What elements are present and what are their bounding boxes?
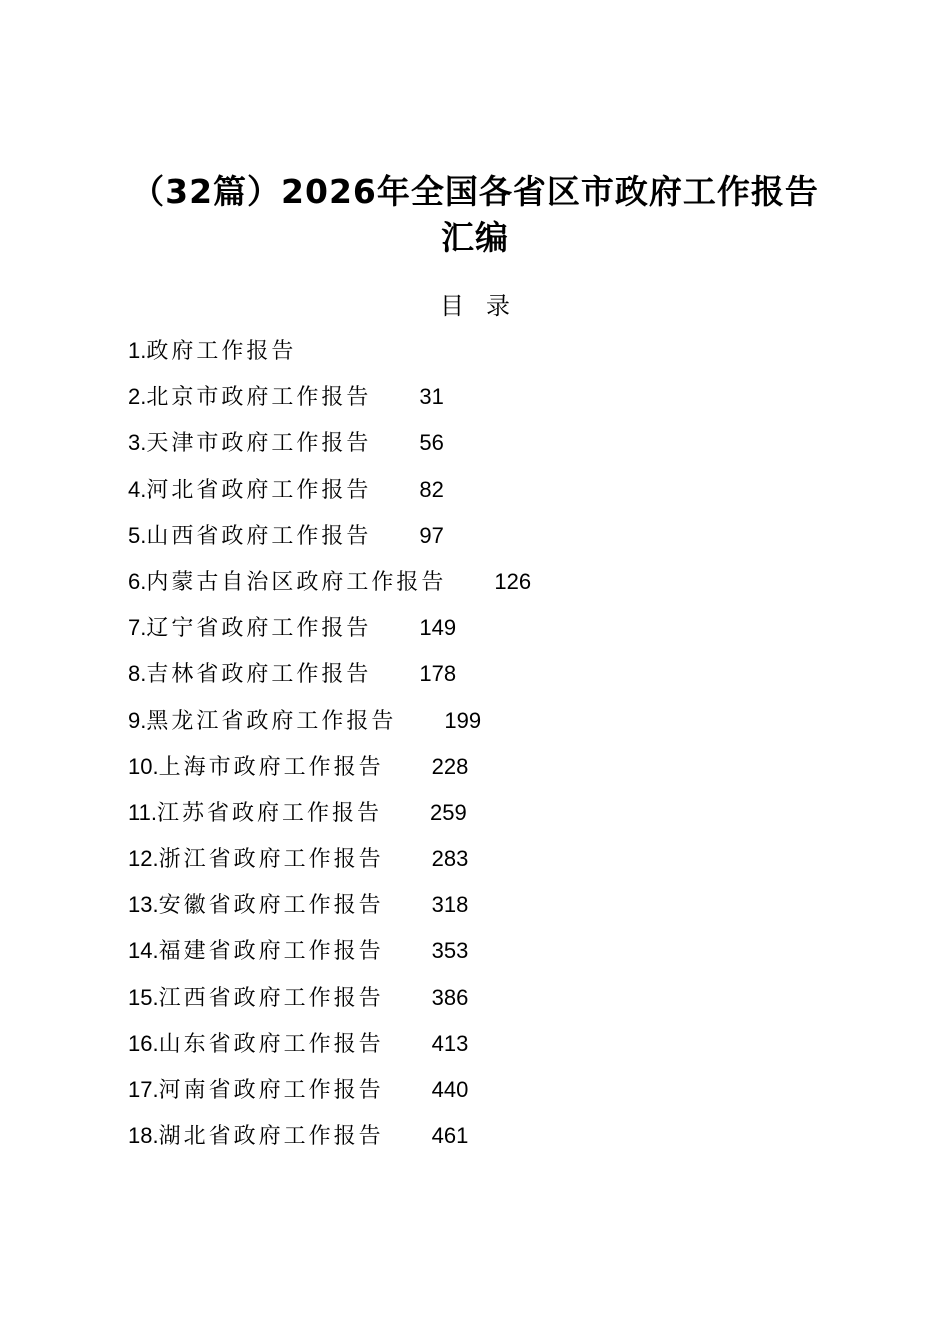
toc-item-number: 16. — [128, 1030, 159, 1056]
toc-item[interactable] — [128, 790, 531, 836]
toc-item-page: 199 — [444, 707, 482, 733]
toc-item[interactable] — [128, 698, 531, 744]
table-of-contents — [128, 328, 531, 1159]
toc-item-title: 安徽省政府工作报告 — [158, 893, 384, 919]
document-title: （32篇）2026年全国各省区市政府工作报告 — [131, 172, 819, 211]
toc-item-title: 辽宁省政府工作报告 — [146, 616, 372, 642]
toc-item-number: 14. — [128, 938, 159, 964]
toc-item[interactable] — [128, 928, 531, 974]
toc-item-title: 上海市政府工作报告 — [158, 754, 384, 780]
toc-item[interactable] — [128, 882, 531, 928]
toc-item[interactable] — [128, 328, 531, 374]
toc-item-title: 江苏省政府工作报告 — [156, 800, 382, 826]
toc-item[interactable] — [128, 1113, 531, 1159]
toc-item[interactable] — [128, 975, 531, 1021]
toc-item-page: 318 — [431, 892, 469, 918]
toc-item-title: 山西省政府工作报告 — [146, 523, 372, 549]
toc-item-number: 4. — [128, 476, 147, 502]
toc-item-page: 178 — [419, 661, 457, 687]
toc-item[interactable] — [128, 605, 531, 651]
toc-item-title: 北京市政府工作报告 — [146, 385, 372, 411]
toc-item-page: 97 — [419, 522, 444, 548]
toc-item-number: 2. — [128, 384, 147, 410]
toc-item[interactable] — [128, 420, 531, 466]
toc-item-number: 9. — [128, 707, 147, 733]
toc-item-title: 内蒙古自治区政府工作报告 — [146, 569, 447, 595]
toc-item-page: 413 — [431, 1030, 469, 1056]
toc-item-page: 283 — [431, 846, 469, 872]
toc-item-page: 31 — [419, 384, 444, 410]
toc-item-title: 浙江省政府工作报告 — [158, 847, 384, 873]
toc-item-title: 河南省政府工作报告 — [158, 1078, 384, 1103]
toc-item[interactable] — [128, 651, 531, 697]
toc-item-title: 吉林省政府工作报告 — [146, 662, 372, 688]
toc-item-number: 6. — [128, 568, 147, 594]
toc-item-title: 江西省政府工作报告 — [158, 985, 384, 1011]
toc-item-number: 15. — [128, 984, 159, 1010]
toc-item-number: 8. — [128, 661, 147, 687]
toc-item-number: 7. — [128, 615, 147, 641]
document-title-continued: 汇编 — [441, 218, 509, 257]
toc-item-page: 440 — [431, 1077, 469, 1102]
toc-item-title: 湖北省政府工作报告 — [158, 1124, 384, 1150]
toc-item-number: 12. — [128, 846, 159, 872]
toc-item-number: 11. — [128, 799, 157, 825]
toc-item-page: 461 — [431, 1123, 469, 1149]
toc-item-number: 1. — [128, 338, 147, 363]
toc-item-page: 82 — [419, 476, 444, 502]
toc-item-number: 5. — [128, 522, 147, 548]
toc-item[interactable] — [128, 513, 531, 559]
toc-item-number: 18. — [128, 1123, 159, 1149]
toc-item-page: 126 — [494, 568, 532, 594]
toc-item-page: 149 — [419, 615, 457, 641]
toc-item-page: 259 — [429, 799, 467, 825]
toc-item-page: 353 — [431, 938, 469, 964]
toc-item-page: 228 — [431, 753, 469, 779]
toc-item-title: 政府工作报告 — [146, 339, 297, 364]
toc-item-title: 山东省政府工作报告 — [158, 1031, 384, 1057]
toc-item[interactable] — [128, 1067, 531, 1113]
toc-item[interactable] — [128, 467, 531, 513]
toc-item-title: 天津市政府工作报告 — [146, 431, 372, 457]
toc-item-title: 黑龙江省政府工作报告 — [146, 708, 397, 734]
toc-item-page: 56 — [419, 430, 444, 456]
toc-item[interactable] — [128, 1021, 531, 1067]
toc-heading: 目录 — [440, 292, 532, 320]
toc-item-number: 13. — [128, 892, 159, 918]
toc-item-number: 17. — [128, 1077, 159, 1102]
toc-item-title: 河北省政府工作报告 — [146, 477, 372, 503]
toc-item-number: 3. — [128, 430, 147, 456]
toc-item[interactable] — [128, 836, 531, 882]
toc-item[interactable] — [128, 374, 531, 420]
toc-item-page: 386 — [431, 984, 469, 1010]
toc-item-title: 福建省政府工作报告 — [158, 939, 384, 965]
toc-item-number: 10. — [128, 753, 159, 779]
toc-item[interactable] — [128, 559, 531, 605]
toc-item[interactable] — [128, 744, 531, 790]
